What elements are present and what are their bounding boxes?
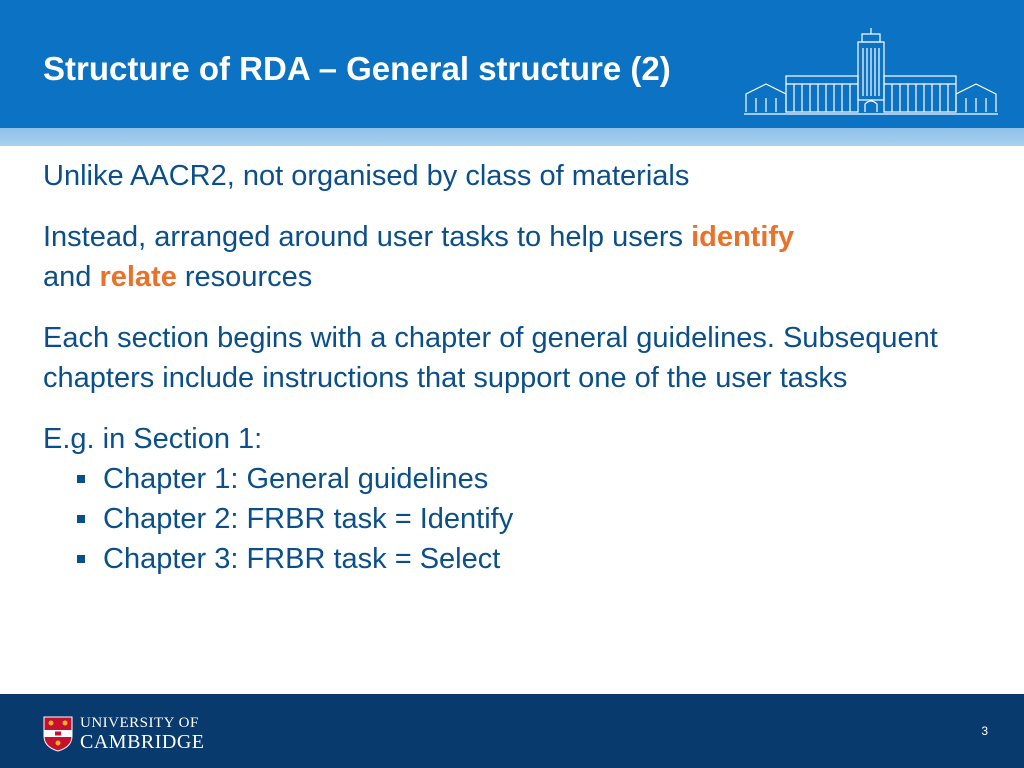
paragraph-user-tasks-text-3: resources: [176, 261, 313, 293]
paragraph-user-tasks: [43, 217, 993, 297]
highlight-relate: relate: [99, 261, 177, 293]
list-item-text: Chapter 2: FRBR task = Identify: [103, 503, 514, 535]
paragraph-materials: Unlike AACR2, not organised by class of materials: [43, 160, 690, 192]
header-stripe: [0, 128, 1024, 146]
square-bullet-icon: [77, 475, 85, 483]
logo-line-university-of: UNIVERSITY OF: [80, 715, 199, 731]
list-item: [43, 459, 993, 499]
university-crest-icon: [43, 716, 73, 752]
paragraph-sections: Each section begins with a chapter of general guidelines. Subsequent chapters include instructions that support one of the user tasks: [43, 322, 938, 394]
list-item-text: Chapter 3: FRBR task = Select: [103, 543, 501, 575]
list-item: [43, 499, 993, 539]
paragraph-user-tasks-text-1: Instead, arranged around user tasks to help users: [43, 221, 692, 253]
slide-title: Structure of RDA – General structure (2): [43, 50, 671, 87]
slide-body: [43, 156, 993, 579]
page-number: 3: [981, 724, 988, 738]
university-library-building-icon: [744, 28, 998, 118]
list-item: [43, 539, 993, 579]
highlight-identify: identify: [691, 221, 795, 253]
paragraph-user-tasks-text-2: and: [43, 261, 100, 293]
list-item-text: Chapter 1: General guidelines: [103, 463, 489, 495]
chapter-list: [43, 459, 993, 579]
logo-line-cambridge: CAMBRIDGE: [80, 731, 205, 753]
square-bullet-icon: [77, 515, 85, 523]
square-bullet-icon: [77, 555, 85, 563]
paragraph-example: E.g. in Section 1:: [43, 423, 263, 455]
university-logo: [80, 714, 205, 752]
